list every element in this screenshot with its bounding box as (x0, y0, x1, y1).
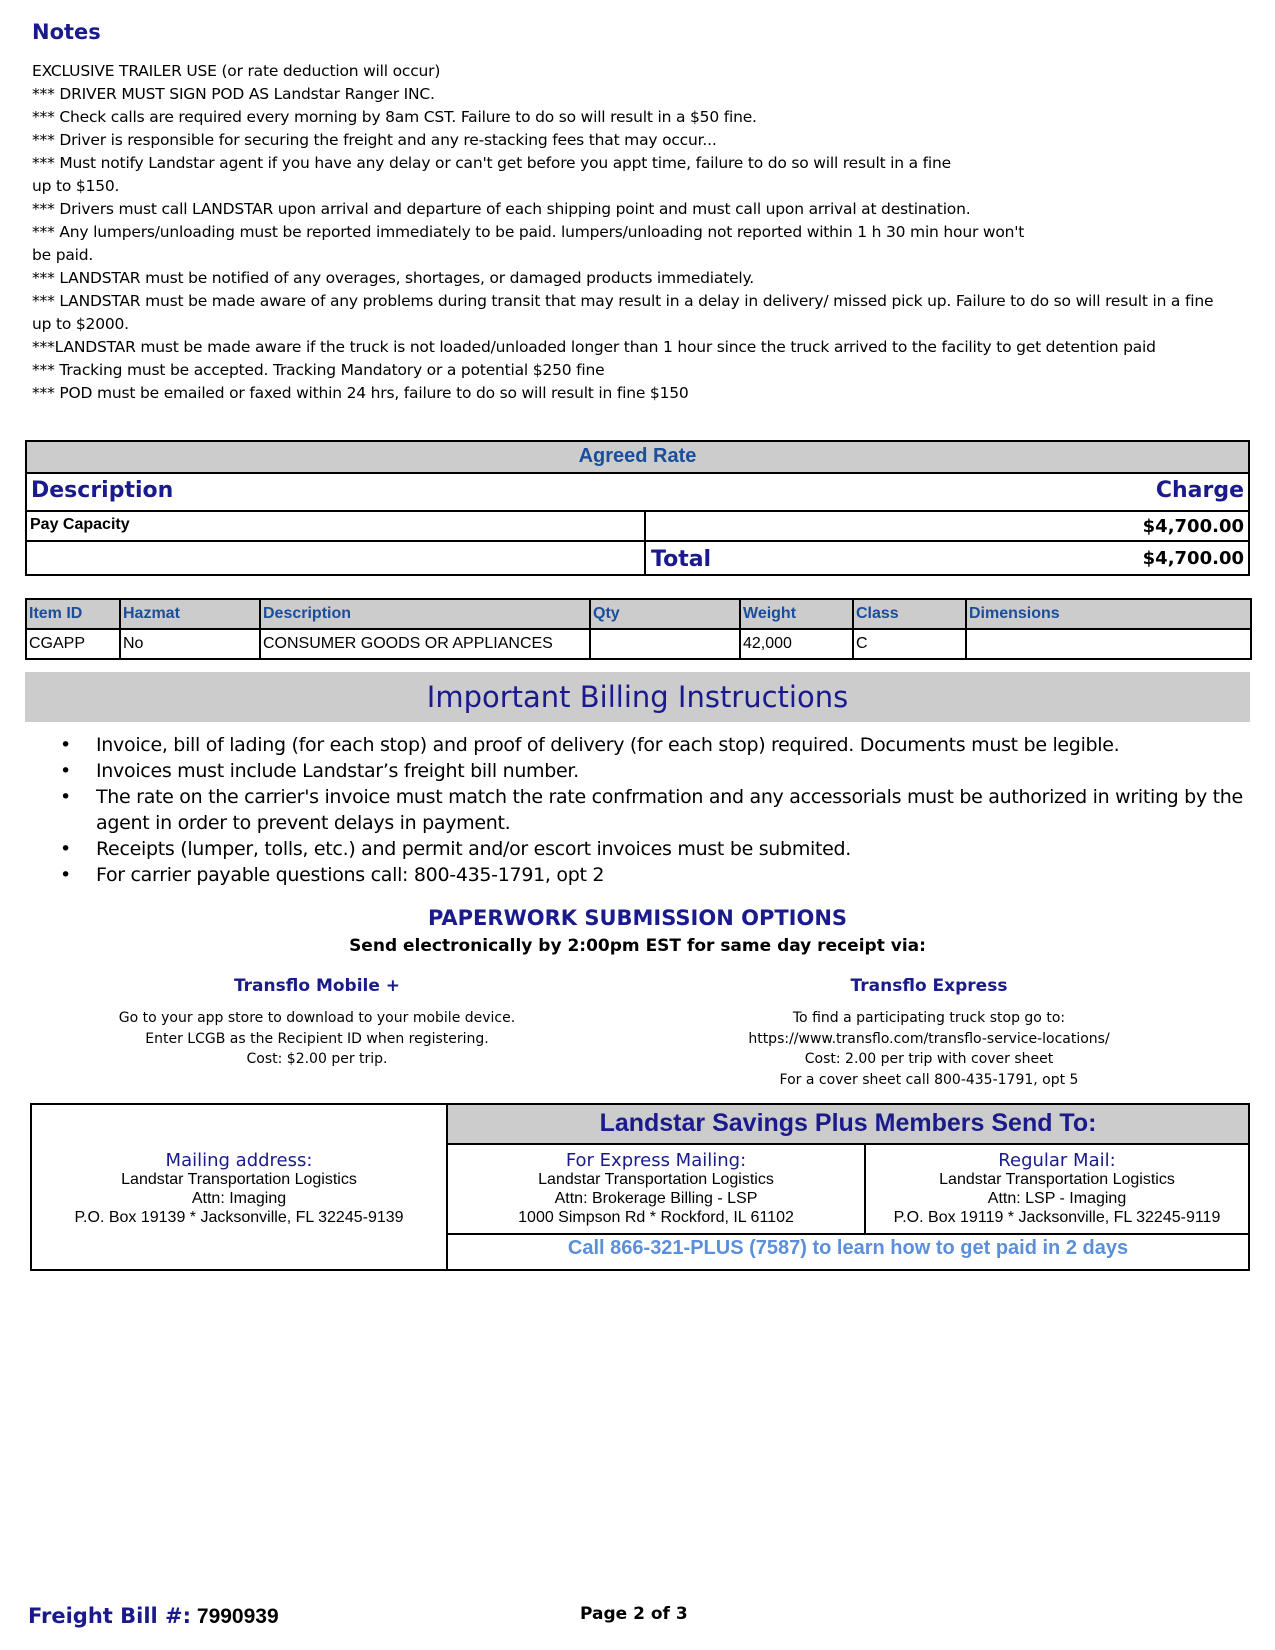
address-line: Landstar Transportation Logistics (939, 1171, 1175, 1188)
note-line: *** POD must be emailed or faxed within 24 hrs, failure to do so will result in fine $150 (32, 384, 689, 402)
note-line: *** Tracking must be accepted. Tracking Mandatory or a potential $250 fine (32, 361, 605, 379)
address-line: 1000 Simpson Rd * Rockford, IL 61102 (518, 1209, 794, 1226)
billing-instructions-list (60, 732, 1250, 888)
items-header-row (26, 599, 1251, 629)
savings-plus-header: Landstar Savings Plus Members Send To: (448, 1105, 1248, 1145)
list-item-text: Invoices must include Landstar’s freight bill number. (96, 760, 579, 782)
total-label: Total (651, 547, 712, 572)
transflo-mobile-line: Enter LCGB as the Recipient ID when registering. (145, 1030, 489, 1047)
address-line: Landstar Transportation Logistics (538, 1171, 774, 1188)
column-header: Dimensions (966, 599, 1251, 629)
column-header: Qty (590, 599, 740, 629)
mailing-address (32, 1151, 446, 1227)
bullet: • (60, 760, 71, 782)
class-cell: C (853, 629, 966, 659)
row-divider (448, 1233, 1248, 1235)
description-cell: CONSUMER GOODS OR APPLIANCES (260, 629, 590, 659)
bullet: • (60, 734, 71, 756)
column-header: Description (260, 599, 590, 629)
freight-bill (28, 1604, 279, 1629)
note-line: *** Check calls are required every morning by 8am CST. Failure to do so will result in a $50 fine. (32, 108, 757, 126)
column-header: Weight (740, 599, 853, 629)
note-line: up to $150. (32, 177, 120, 195)
note-line: *** DRIVER MUST SIGN POD AS Landstar Ranger INC. (32, 85, 435, 103)
item-id-cell: CGAPP (26, 629, 120, 659)
rate-row (27, 510, 1248, 542)
transflo-express-link[interactable]: https://www.transflo.com/transflo-service-locations/ (748, 1030, 1110, 1047)
notes-title: Notes (32, 20, 101, 44)
address-line: Landstar Transportation Logistics (121, 1171, 357, 1188)
list-item-text: The rate on the carrier's invoice must match the rate confrmation and any accessorials must be authorized in writing by the agent in order to prevent delays in payment. (96, 786, 1243, 834)
table-row (26, 629, 1251, 659)
column-header: Hazmat (120, 599, 260, 629)
freight-bill-label: Freight Bill #: (28, 1604, 192, 1628)
address-line: P.O. Box 19139 * Jacksonville, FL 32245-9139 (74, 1209, 404, 1226)
note-line: ***LANDSTAR must be made aware if the truck is not loaded/unloaded longer than 1 hour since the truck arrived to the facility to get detention paid (32, 338, 1156, 356)
note-line: up to $2000. (32, 315, 129, 333)
transflo-mobile-line: Cost: $2.00 per trip. (246, 1051, 388, 1067)
mailing-address-box (30, 1103, 1250, 1271)
dimensions-cell (966, 629, 1251, 659)
items-table (25, 598, 1252, 660)
note-line: *** Must notify Landstar agent if you have any delay or can't get before you appt time, failure to do so will result in a fine (32, 154, 951, 172)
agreed-rate-header: Agreed Rate (27, 442, 1248, 474)
note-line: *** LANDSTAR must be notified of any overages, shortages, or damaged products immediately. (32, 269, 755, 287)
freight-bill-number: 7990939 (196, 1605, 279, 1628)
list-item-text: Invoice, bill of lading (for each stop) and proof of delivery (for each stop) required. Documents must be legible. (96, 734, 1120, 756)
transflo-express-title: Transflo Express (850, 976, 1008, 996)
description-label: Description (31, 478, 174, 503)
list-item (60, 784, 1250, 836)
billing-instructions-header: Important Billing Instructions (25, 672, 1250, 722)
charge-label: Charge (1155, 478, 1244, 503)
total-row (27, 540, 1248, 576)
note-line: EXCLUSIVE TRAILER USE (or rate deduction will occur) (32, 62, 441, 80)
weight-cell: 42,000 (740, 629, 853, 659)
notes-body (32, 60, 1252, 405)
column-divider (644, 512, 646, 542)
total-amount: $4,700.00 (1142, 548, 1244, 569)
agreed-rate-table (25, 440, 1250, 576)
address-line: Attn: Imaging (191, 1190, 287, 1207)
bullet: • (60, 838, 71, 860)
transflo-express-line: For a cover sheet call 800-435-1791, opt 5 (779, 1071, 1079, 1088)
transflo-mobile-title: Transflo Mobile + (233, 976, 401, 996)
rate-item-amount: $4,700.00 (1142, 516, 1244, 537)
bullet: • (60, 786, 71, 808)
list-item (60, 758, 1250, 784)
list-item (60, 836, 1250, 862)
qty-cell (590, 629, 740, 659)
note-line: *** Driver is responsible for securing the freight and any re-stacking fees that may occur... (32, 131, 717, 149)
address-line: Attn: Brokerage Billing - LSP (554, 1190, 758, 1207)
column-divider (644, 542, 646, 576)
list-item (60, 732, 1250, 758)
list-item (60, 862, 1250, 888)
transflo-express-line: To find a participating truck stop go to: (792, 1010, 1066, 1026)
bullet: • (60, 864, 71, 886)
regular-mail-address (866, 1151, 1248, 1227)
list-item-text: Receipts (lumper, tolls, etc.) and permit and/or escort invoices must be submited. (96, 838, 852, 860)
address-line: Attn: LSP - Imaging (987, 1190, 1127, 1207)
transflo-mobile-line: Go to your app store to download to your mobile device. (118, 1010, 516, 1026)
note-line: *** Drivers must call LANDSTAR upon arrival and departure of each shipping point and must call upon arrival at destination. (32, 200, 971, 218)
paperwork-subtitle: Send electronically by 2:00pm EST for same day receipt via: (349, 936, 926, 956)
regular-mail-title: Regular Mail: (998, 1150, 1116, 1171)
address-line: P.O. Box 19119 * Jacksonville, FL 32245-9119 (893, 1209, 1221, 1226)
transflo-mobile-section (37, 976, 597, 1070)
page-number: Page 2 of 3 (580, 1604, 688, 1624)
savings-plus-call-line: Call 866-321-PLUS (7587) to learn how to get paid in 2 days (567, 1237, 1129, 1259)
note-line: *** Any lumpers/unloading must be reported immediately to be paid. lumpers/unloading not reported within 1 h 30 min hour won't (32, 223, 1025, 241)
column-header: Item ID (26, 599, 120, 629)
hazmat-cell: No (120, 629, 260, 659)
express-mailing-title: For Express Mailing: (565, 1150, 747, 1171)
list-item-text: For carrier payable questions call: 800-435-1791, opt 2 (96, 864, 605, 886)
express-mailing-address (448, 1151, 864, 1227)
column-header: Class (853, 599, 966, 629)
transflo-express-section (649, 976, 1209, 1090)
note-line: be paid. (32, 246, 94, 264)
rate-item: Pay Capacity (30, 516, 130, 533)
note-line: *** LANDSTAR must be made aware of any problems during transit that may result in a delay in delivery/ missed pick up. Failure to do so will result in a fine (32, 292, 1214, 310)
transflo-express-line: Cost: 2.00 per trip with cover sheet (804, 1051, 1054, 1067)
paperwork-title: PAPERWORK SUBMISSION OPTIONS (427, 906, 848, 930)
mailing-address-title: Mailing address: (165, 1150, 313, 1171)
